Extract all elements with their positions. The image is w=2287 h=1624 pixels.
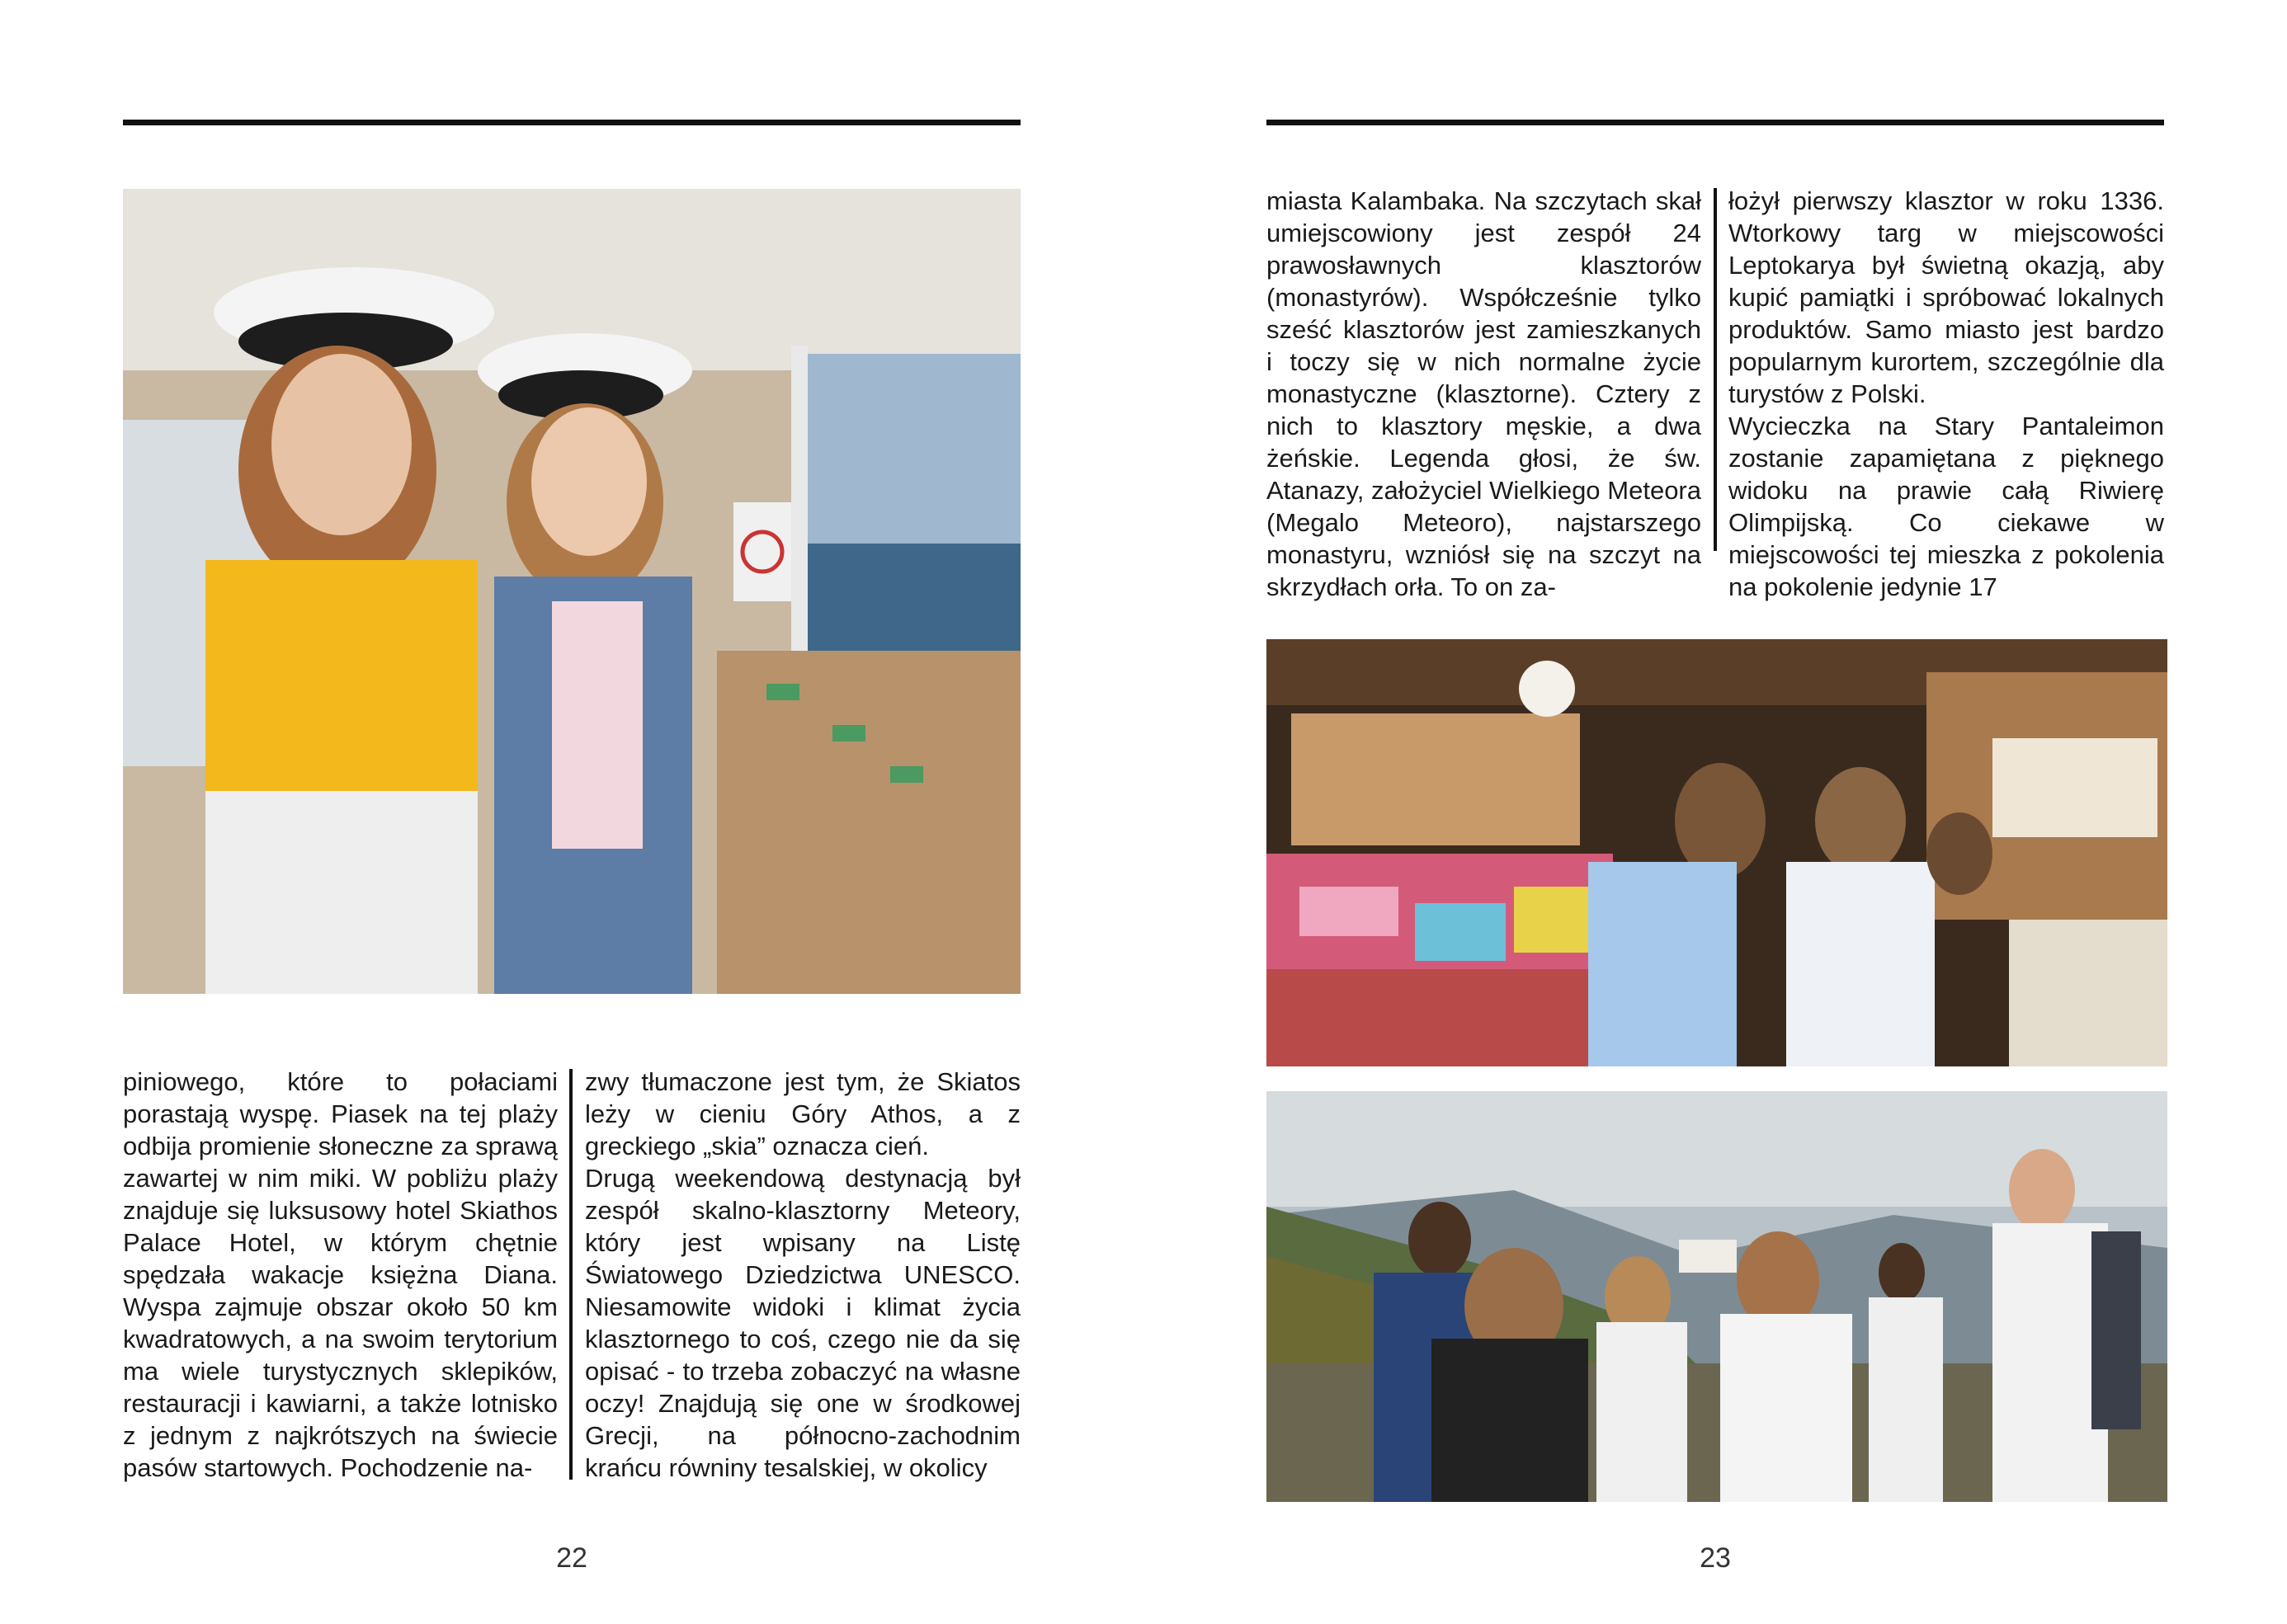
photo-girls-ship-bridge xyxy=(123,189,1021,994)
page-number-right: 23 xyxy=(1700,1542,1731,1574)
paragraph: miasta Kalambaka. Na szczytach skał umiejscowiony jest zespół 24 prawosławnych klasztorów (monastyrów). Współcześnie tylko sześć klasztorów jest zamieszkanych i toczy się w nich normalne życie monastyczne (klasztorne). Cztery z nich to klasztory męskie, a dwa żeńskie. Legenda głosi, że św. Atanazy, założyciel Wielkiego Meteora (Megalo Meteoro), najstarszego monastyru, wzniósł się na szczyt na skrzydłach orła. To on za- xyxy=(1266,186,1701,601)
top-rule-left xyxy=(123,120,1021,125)
left-page-column-1 xyxy=(123,1066,558,1484)
page-number-left: 22 xyxy=(556,1542,587,1574)
right-page-column-2 xyxy=(1728,185,2164,603)
column-divider-right xyxy=(1714,188,1717,551)
right-page-column-1 xyxy=(1266,185,1701,603)
paragraph: Drugą weekendową destynacją był zespół skalno-klasztorny Meteory, który jest wpisany na Listę Światowego Dziedzictwa UNESCO. Niesamowite widoki i klimat życia klasztornego to coś, czego nie da się opisać - to trzeba zobaczyć na własne oczy! Znajdują się one w środkowej Grecji, na północno-zachodnim krańcu równiny tesalskiej, w okolicy xyxy=(585,1164,1021,1482)
paragraph: piniowego, które to połaciami porastają wyspę. Piasek na tej plaży odbija promienie słoneczne za sprawą zawartej w nim miki. W pobliżu plaży znajduje się luksusowy hotel Skiathos Palace Hotel, w którym chętnie spędzała wakacje księżna Diana. Wyspa zajmuje obszar około 50 km kwadratowych, a na swoim terytorium ma wiele turystycznych sklepików, restauracji i kawiarni, a także lotnisko z jednym z najkrótszych na świecie pasów startowych. Pochodzenie na- xyxy=(123,1067,558,1482)
top-rule-right xyxy=(1266,120,2164,125)
column-divider-left xyxy=(569,1069,573,1480)
paragraph: Wycieczka na Stary Pantaleimon zostanie zapamiętana z pięknego widoku na prawie całą Riwierę Olimpijską. Co ciekawe w miejscowości tej mieszka z pokolenia na pokolenie jedynie 17 xyxy=(1728,412,2164,601)
left-page-column-2 xyxy=(585,1066,1021,1484)
photo-souvenir-market xyxy=(1266,639,2167,1066)
paragraph: łożył pierwszy klasztor w roku 1336. Wtorkowy targ w miejscowości Leptokarya był świetną okazją, aby kupić pamiątki i spróbować lokalnych produktów. Samo miasto jest bardzo popularnym kurortem, szczególnie dla turystów z Polski. xyxy=(1728,186,2164,408)
photo-group-mountain-view xyxy=(1266,1091,2167,1502)
paragraph: zwy tłumaczone jest tym, że Skiatos leży w cieniu Góry Athos, a z greckiego „skia” oznacza cień. xyxy=(585,1067,1021,1160)
